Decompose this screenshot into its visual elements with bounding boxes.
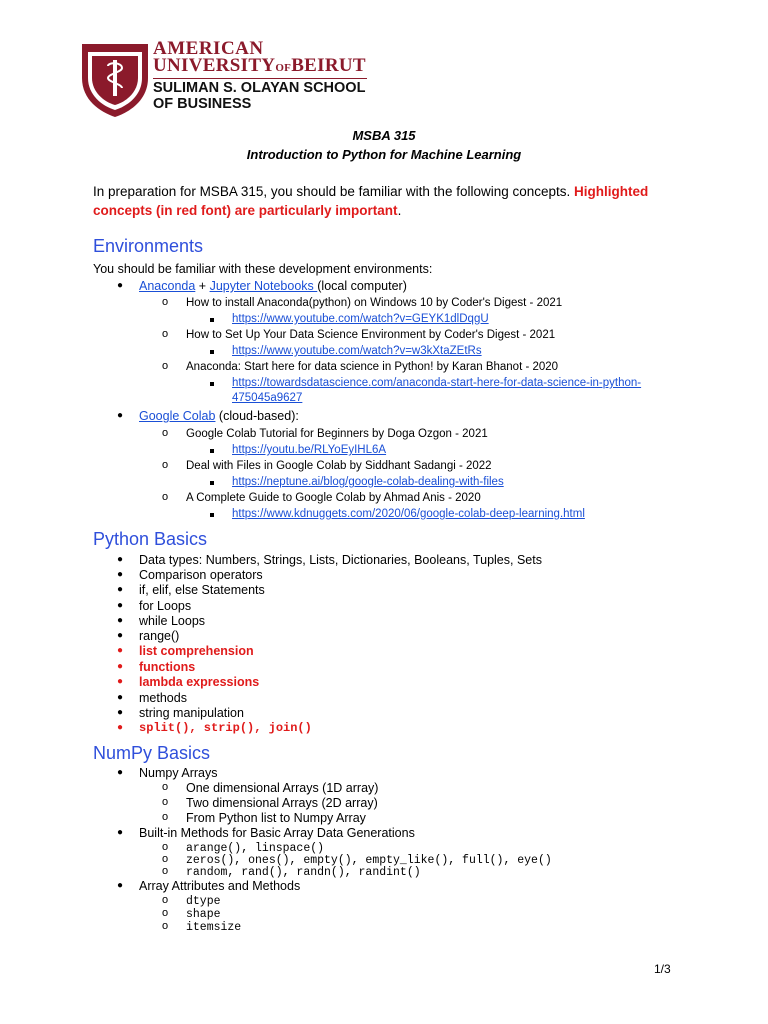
bullet-icon: ● (117, 692, 124, 703)
logo-divider (153, 78, 367, 79)
bullet-icon: ● (117, 661, 124, 672)
school-name-line1: SULIMAN S. OLAYAN SCHOOL (153, 80, 366, 96)
list-item: while Loops (139, 614, 206, 628)
resource-link[interactable]: https://www.youtube.com/watch?v=GEYK1dlDqgU (232, 313, 489, 325)
heading-python-basics: Python Basics (93, 529, 208, 549)
page-number: 1/3 (654, 962, 671, 976)
list-item: methods (139, 691, 187, 705)
resource-link[interactable]: https://towardsdatascience.com/anaconda-start-here-for-data-science-in-python- (232, 377, 642, 389)
resource-title: How to Set Up Your Data Science Environment by Coder's Digest - 2021 (186, 329, 556, 341)
bullet-icon: ● (117, 410, 124, 421)
list-item-important: lambda expressions (139, 675, 260, 689)
bullet-icon: ● (117, 554, 124, 565)
circle-bullet-icon: o (162, 853, 169, 865)
square-bullet-icon (210, 481, 214, 485)
bullet-icon: ● (117, 645, 124, 656)
resource-title: Deal with Files in Google Colab by Siddhant Sadangi - 2022 (186, 460, 492, 472)
list-item-important-code: split(), strip(), join() (139, 721, 312, 735)
bullet-icon: ● (117, 630, 124, 641)
square-bullet-icon (210, 350, 214, 354)
sub-list-item-code: dtype (186, 895, 221, 908)
sub-list-item-code: shape (186, 908, 221, 921)
bullet-icon: ● (117, 280, 124, 291)
resource-title: Anaconda: Start here for data science in Python! by Karan Bhanot - 2020 (186, 361, 559, 373)
anaconda-link[interactable]: Anaconda (139, 279, 196, 293)
heading-numpy-basics: NumPy Basics (93, 743, 211, 763)
sub-list-item: From Python list to Numpy Array (186, 811, 366, 825)
square-bullet-icon (210, 513, 214, 517)
circle-bullet-icon: o (162, 811, 169, 823)
course-title: Introduction to Python for Machine Learning (246, 147, 522, 162)
resource-title: How to install Anaconda(python) on Windows 10 by Coder's Digest - 2021 (186, 297, 563, 309)
circle-bullet-icon: o (162, 907, 169, 919)
sub-list-item-code: arange(), linspace() (186, 842, 325, 855)
course-code: MSBA 315 (352, 128, 416, 143)
resource-title: Google Colab Tutorial for Beginners by Doga Ozgon - 2021 (186, 428, 488, 440)
env-item-local: Anaconda + Jupyter Notebooks (local computer) (139, 279, 407, 293)
env-item-cloud: Google Colab (cloud-based): (139, 409, 299, 423)
bullet-icon: ● (117, 767, 124, 778)
resource-link[interactable]: https://www.kdnuggets.com/2020/06/google-colab-deep-learning.html (232, 508, 585, 520)
resource-link-continued[interactable]: 475045a9627 (232, 392, 303, 404)
sub-list-item: One dimensional Arrays (1D array) (186, 781, 379, 795)
bullet-icon: ● (117, 569, 124, 580)
bullet-icon: ● (117, 584, 124, 595)
resource-link[interactable]: https://youtu.be/RLYoEyIHL6A (232, 444, 387, 456)
bullet-icon: ● (117, 707, 124, 718)
sub-list-item-code: itemsize (186, 921, 242, 934)
circle-bullet-icon: o (162, 894, 169, 906)
aub-shield-logo (80, 40, 150, 118)
circle-bullet-icon: o (162, 865, 169, 877)
school-name-line2: OF BUSINESS (153, 96, 252, 112)
circle-bullet-icon: o (162, 841, 169, 853)
jupyter-link[interactable]: Jupyter Notebooks (209, 279, 318, 293)
circle-bullet-icon: o (162, 360, 169, 372)
circle-bullet-icon: o (162, 459, 169, 471)
bullet-icon: ● (117, 722, 124, 733)
square-bullet-icon (210, 318, 214, 322)
bullet-icon: ● (117, 600, 124, 611)
circle-bullet-icon: o (162, 781, 169, 793)
list-item-important: functions (139, 660, 196, 674)
circle-bullet-icon: o (162, 491, 169, 503)
circle-bullet-icon: o (162, 427, 169, 439)
list-item: Array Attributes and Methods (139, 879, 301, 893)
list-item: Built-in Methods for Basic Array Data Generations (139, 826, 415, 840)
list-item: Numpy Arrays (139, 766, 218, 780)
list-item: range() (139, 629, 180, 643)
resource-link[interactable]: https://neptune.ai/blog/google-colab-dealing-with-files (232, 476, 504, 488)
sub-list-item-code: zeros(), ones(), empty(), empty_like(), full(), eye() (186, 854, 552, 867)
list-item: string manipulation (139, 706, 244, 720)
circle-bullet-icon: o (162, 796, 169, 808)
list-item: Comparison operators (139, 568, 263, 582)
circle-bullet-icon: o (162, 296, 169, 308)
list-item: for Loops (139, 599, 192, 613)
university-name-line2: UNIVERSITYOFBEIRUT (153, 55, 366, 76)
circle-bullet-icon: o (162, 920, 169, 932)
resource-title: A Complete Guide to Google Colab by Ahmad Anis - 2020 (186, 492, 481, 504)
bullet-icon: ● (117, 676, 124, 687)
sub-list-item-code: random, rand(), randn(), randint() (186, 866, 421, 879)
square-bullet-icon (210, 382, 214, 386)
bullet-icon: ● (117, 615, 124, 626)
circle-bullet-icon: o (162, 328, 169, 340)
environments-lead: You should be familiar with these development environments: (93, 262, 433, 276)
bullet-icon: ● (117, 880, 124, 891)
university-name-line1: AMERICAN (153, 38, 264, 59)
list-item: if, elif, else Statements (139, 583, 265, 597)
list-item-important: list comprehension (139, 644, 254, 658)
sub-list-item: Two dimensional Arrays (2D array) (186, 796, 378, 810)
list-item: Data types: Numbers, Strings, Lists, Dictionaries, Booleans, Tuples, Sets (139, 553, 542, 567)
square-bullet-icon (210, 449, 214, 453)
heading-environments: Environments (93, 236, 204, 256)
resource-link[interactable]: https://www.youtube.com/watch?v=w3kXtaZEtRs (232, 345, 482, 357)
google-colab-link[interactable]: Google Colab (139, 409, 216, 423)
intro-paragraph: In preparation for MSBA 315, you should be familiar with the following concepts. Highlighted concepts (in red font) are particularly important. (93, 184, 649, 218)
bullet-icon: ● (117, 827, 124, 838)
